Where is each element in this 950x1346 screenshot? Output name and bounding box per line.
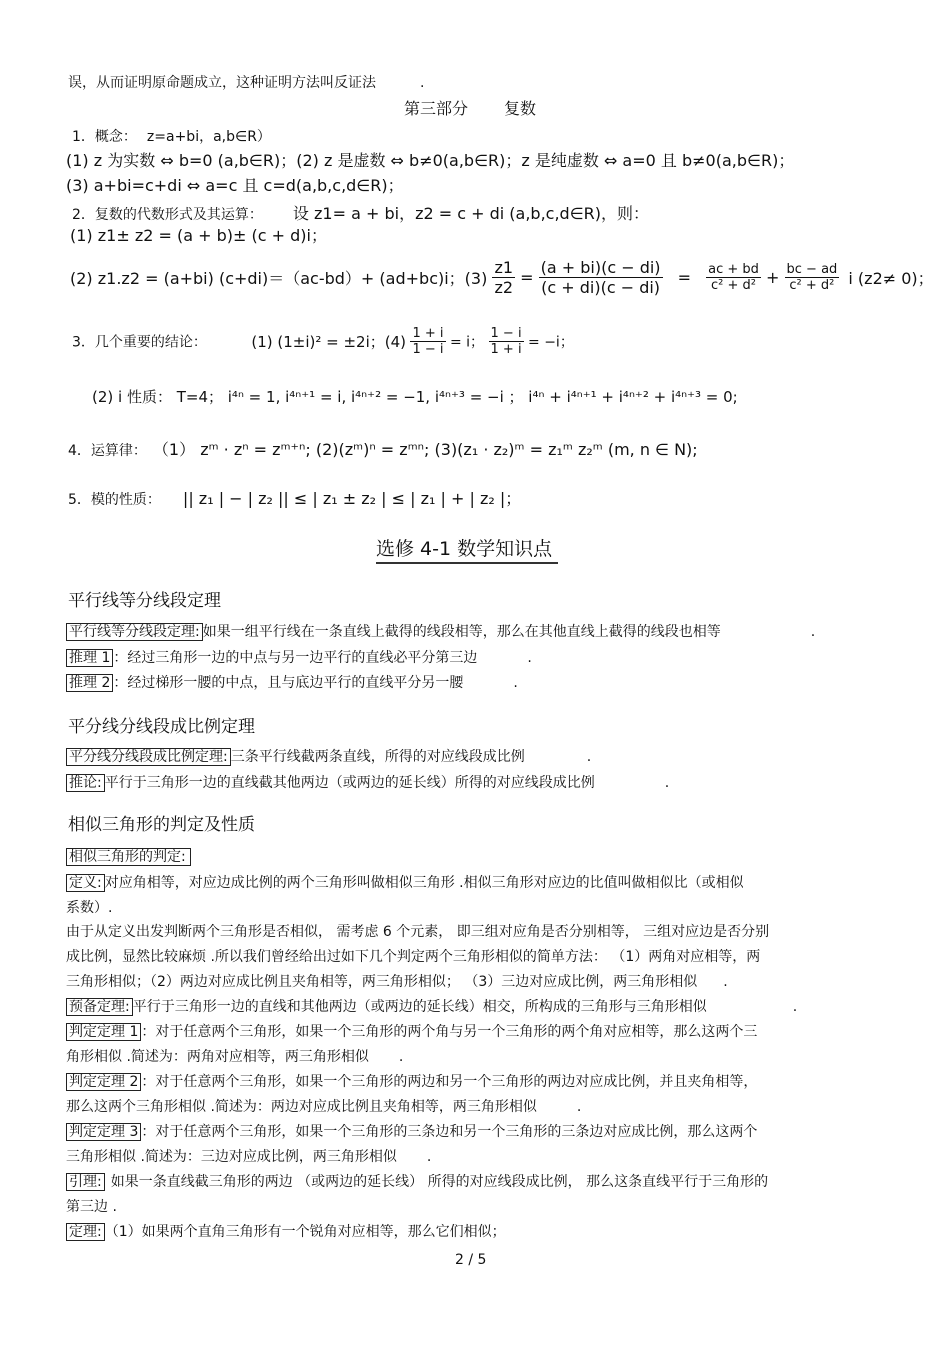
concept-line-2: (3) a+bi=c+di ⇔ a=c 且 c=d(a,b,c,d∈R)；: [66, 176, 404, 195]
xuanxiu-title: 选修 4-1 数学知识点: [376, 534, 558, 561]
algebraic-form-line: 2．复数的代数形式及其运算： 设 z1= a + bi，z2 = c + di (a,b,c,d∈R)，则：: [72, 204, 649, 223]
section-heading-parallel: 平行线等分线段定理: [68, 591, 221, 611]
z-ratio: $\frac{z1}{z2}$: [494, 258, 514, 297]
similar-definition: 定义: 对应角相等，对应边成比例的两个三角形叫做相似三角形 .相似三角形对应边的比值叫做相似比（或相似: [66, 872, 744, 892]
mul-div-formula: (2) z1.z2 = (a+bi) (c+di)＝（ac-bd）+ (ad+bc)i；(3) $\frac{z1}{z2}$ = $\frac{(a + bi)(c - di)}{(c + di)(c - di)}$ = $\frac{ac + bd}{\text{c² + d²}}$ + $\frac{bc - ad}{\text{c² + d²}}$ i (z2≠ 0)；: [70, 258, 934, 297]
lemma: 引理: 如果一条直线截三角形的两边 （或两边的延长线） 所得的对应线段成比例， 那么这条直线平行于三角形的: [66, 1171, 768, 1191]
theorem-box: 判定定理 1: [66, 1023, 141, 1041]
theorem-box: 判定定理 2: [66, 1073, 141, 1091]
proportion-theorem: 平分线分线段成比例定理: 三条平行线截两条直线，所得的对应线段成比例 .: [66, 746, 591, 766]
right-triangle-theorem: 定理: （1）如果两个直角三角形有一个锐角对应相等，那么它们相似；: [66, 1221, 506, 1241]
part3-title: 第三部分 复数: [404, 99, 537, 118]
lemma-cont: 第三边 .: [66, 1199, 117, 1215]
conclusions-line: 3．几个重要的结论： (1) (1±i)² = ±2i；(4) $\frac{1 + i}{1 - i}$ = i； $\frac{1 - i}{1 + i}$ = −i；: [72, 326, 574, 357]
theorem-box: 判定定理 3: [66, 1123, 141, 1141]
judge-theorem-2-cont: 那么这两个三角形相似 .简述为：两边对应成比例且夹角相等，两三角形相似 .: [66, 1099, 582, 1115]
top-line: 误，从而证明原命题成立，这种证明方法叫反证法 .: [68, 75, 425, 91]
operation-law-line: 4．运算律： （1） zᵐ · zⁿ = zᵐ⁺ⁿ; (2)(zᵐ)ⁿ = zᵐⁿ; (3)(z₁ · z₂)ᵐ = z₁ᵐ z₂ᵐ (m, n ∈ N);: [68, 440, 698, 459]
parallel-theorem: 平行线等分线段定理: 如果一组平行线在一条直线上截得的线段相等，那么在其他直线上截得的线段也相等 .: [66, 621, 815, 641]
conclusion-fraction-1: $\frac{1 + i}{1 - i}$: [412, 326, 444, 357]
judge-theorem-1: 判定定理 1 ：对于任意两个三角形，如果一个三角形的两个角与另一个三角形的两个角对应相等，那么这两个三: [66, 1021, 757, 1041]
theorem-box: 平行线等分线段定理:: [66, 623, 203, 641]
section-heading-proportion: 平分线分线段成比例定理: [68, 717, 255, 737]
corollary-2: 推理 2 ：经过梯形一腰的中点，且与底边平行的直线平分另一腰 .: [66, 672, 518, 692]
quotient-fraction: $\frac{(a + bi)(c - di)}{(c + di)(c - di)}$: [540, 258, 661, 297]
section-heading-similar: 相似三角形的判定及性质: [68, 815, 255, 835]
judge-theorem-2: 判定定理 2 ：对于任意两个三角形，如果一个三角形的两边和另一个三角形的两边对应成比例，并且夹角相等，: [66, 1071, 757, 1091]
similar-definition-cont: 系数）.: [66, 900, 113, 916]
corollary-box: 推理 1: [66, 649, 113, 667]
paragraph-line-2: 成比例，显然比较麻烦 .所以我们曾经给出过如下几个判定两个三角形相似的简单方法： （1）两角对应相等，两: [66, 949, 761, 965]
theorem-box: 平分线分线段成比例定理:: [66, 748, 231, 766]
proportion-corollary: 推论: 平行于三角形一边的直线截其他两边（或两边的延长线）所得的对应线段成比例 .: [66, 772, 669, 792]
judge-theorem-3: 判定定理 3 ：对于任意两个三角形，如果一个三角形的三条边和另一个三角形的三条边对应成比例，那么这两个: [66, 1121, 757, 1141]
concept-line-1: (1) z 为实数 ⇔ b=0 (a,b∈R)；(2) z 是虚数 ⇔ b≠0(a,b∈R)；z 是纯虚数 ⇔ a=0 且 b≠0(a,b∈R)；: [66, 151, 795, 170]
corollary-1: 推理 1 ：经过三角形一边的中点与另一边平行的直线必平分第三边 .: [66, 647, 532, 667]
judge-theorem-1-cont: 角形相似 .简述为：两角对应相等，两三角形相似 .: [66, 1049, 404, 1065]
i-property-line: (2) i 性质： T=4； i⁴ⁿ = 1, i⁴ⁿ⁺¹ = i, i⁴ⁿ⁺² = −1, i⁴ⁿ⁺³ = −i ； i⁴ⁿ + i⁴ⁿ⁺¹ + i⁴ⁿ⁺² + i⁴ⁿ⁺³ = 0;: [92, 388, 738, 406]
preparatory-theorem: 预备定理: 平行于三角形一边的直线和其他两边（或两边的延长线）相交，所构成的三角形与三角形相似 .: [66, 996, 797, 1016]
add-sub-formula: (1) z1± z2 = (a + b)± (c + d)i；: [70, 226, 327, 245]
concept-line: 1．概念： z=a+bi，a,b∈R）: [72, 129, 271, 145]
paragraph-line-3: 三角形相似；（2）两边对应成比例且夹角相等，两三角形相似； （3）三边对应成比例，两三角形相似 .: [66, 974, 728, 990]
similar-judge-heading: 相似三角形的判定:: [66, 846, 191, 866]
lemma-box: 引理:: [66, 1173, 105, 1191]
paragraph-line-1: 由于从定义出发判断两个三角形是否相似， 需考虑 6 个元素， 即三组对应角是否分别相等， 三组对应边是否分别: [66, 924, 770, 940]
theorem-box: 预备定理:: [66, 998, 133, 1016]
corollary-box: 推理 2: [66, 674, 113, 692]
real-part-fraction: $\frac{ac + bd}{\text{c² + d²}}$: [708, 262, 759, 293]
theorem-box: 定理:: [66, 1223, 105, 1241]
conclusion-fraction-2: $\frac{1 - i}{1 + i}$: [490, 326, 522, 357]
imag-part-fraction: $\frac{bc - ad}{\text{c² + d²}}$: [786, 262, 838, 293]
judge-theorem-3-cont: 三角形相似 .简述为：三边对应成比例，两三角形相似 .: [66, 1149, 432, 1165]
page-number: 2 / 5: [455, 1252, 487, 1268]
modulus-line: 5．模的性质： || z₁ | − | z₂ || ≤ | z₁ ± z₂ | ≤ | z₁ | + | z₂ |；: [68, 489, 522, 508]
corollary-box: 推论:: [66, 774, 105, 792]
definition-box: 定义:: [66, 874, 105, 892]
